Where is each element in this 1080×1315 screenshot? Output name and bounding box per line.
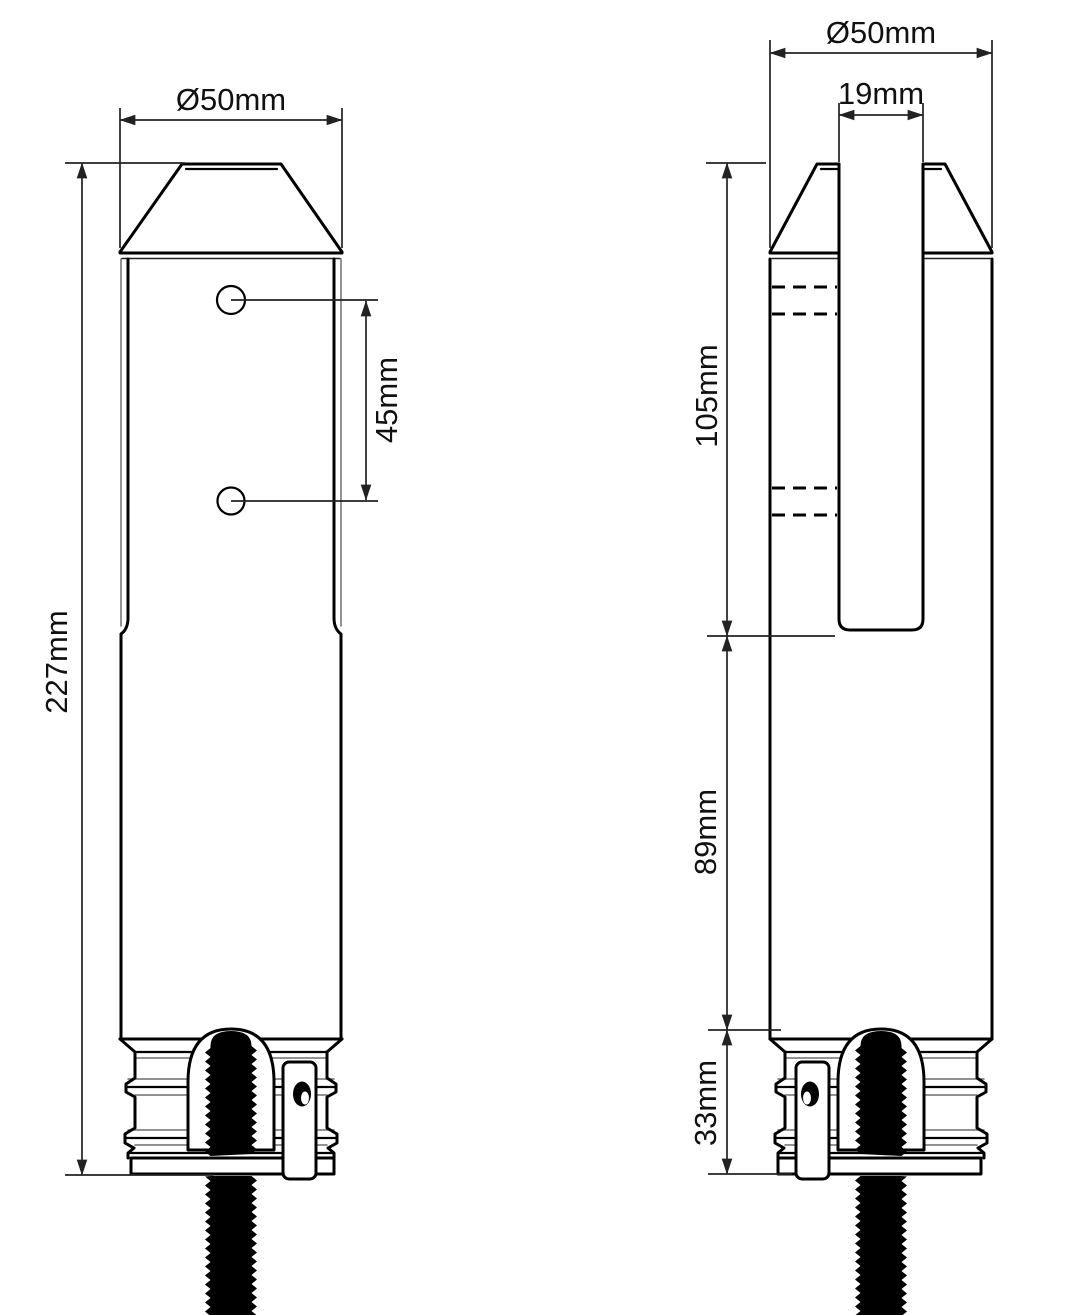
dim-diameter-side bbox=[770, 15, 992, 248]
mid-section-label: 89mm bbox=[688, 788, 723, 876]
dim-hole-spacing bbox=[231, 300, 404, 501]
side-diameter-label: Ø50mm bbox=[825, 15, 937, 50]
hole-spacing-label: 45mm bbox=[369, 356, 404, 444]
side-base bbox=[770, 1029, 992, 1315]
front-body-left-edge bbox=[121, 259, 128, 1039]
dim-slot-width bbox=[838, 76, 924, 162]
slot-depth-label: 105mm bbox=[689, 344, 724, 448]
dim-overall-height bbox=[39, 163, 213, 1175]
hidden-hole-lines bbox=[772, 287, 837, 515]
side-view bbox=[688, 15, 992, 1315]
front-diameter-label: Ø50mm bbox=[175, 82, 287, 117]
front-base bbox=[120, 1029, 342, 1315]
side-body-edges bbox=[770, 259, 992, 1039]
dim-slot-depth bbox=[689, 163, 835, 636]
dim-mid-section bbox=[688, 636, 781, 1030]
overall-height-label: 227mm bbox=[39, 610, 74, 714]
glass-slot bbox=[839, 164, 923, 630]
front-view bbox=[39, 82, 404, 1315]
side-cap bbox=[770, 164, 992, 252]
slot-width-label: 19mm bbox=[837, 76, 925, 111]
base-height-label: 33mm bbox=[688, 1059, 723, 1147]
dim-base-height bbox=[688, 1030, 792, 1174]
front-cap bbox=[120, 164, 342, 252]
front-body-right-edge bbox=[334, 259, 341, 1039]
